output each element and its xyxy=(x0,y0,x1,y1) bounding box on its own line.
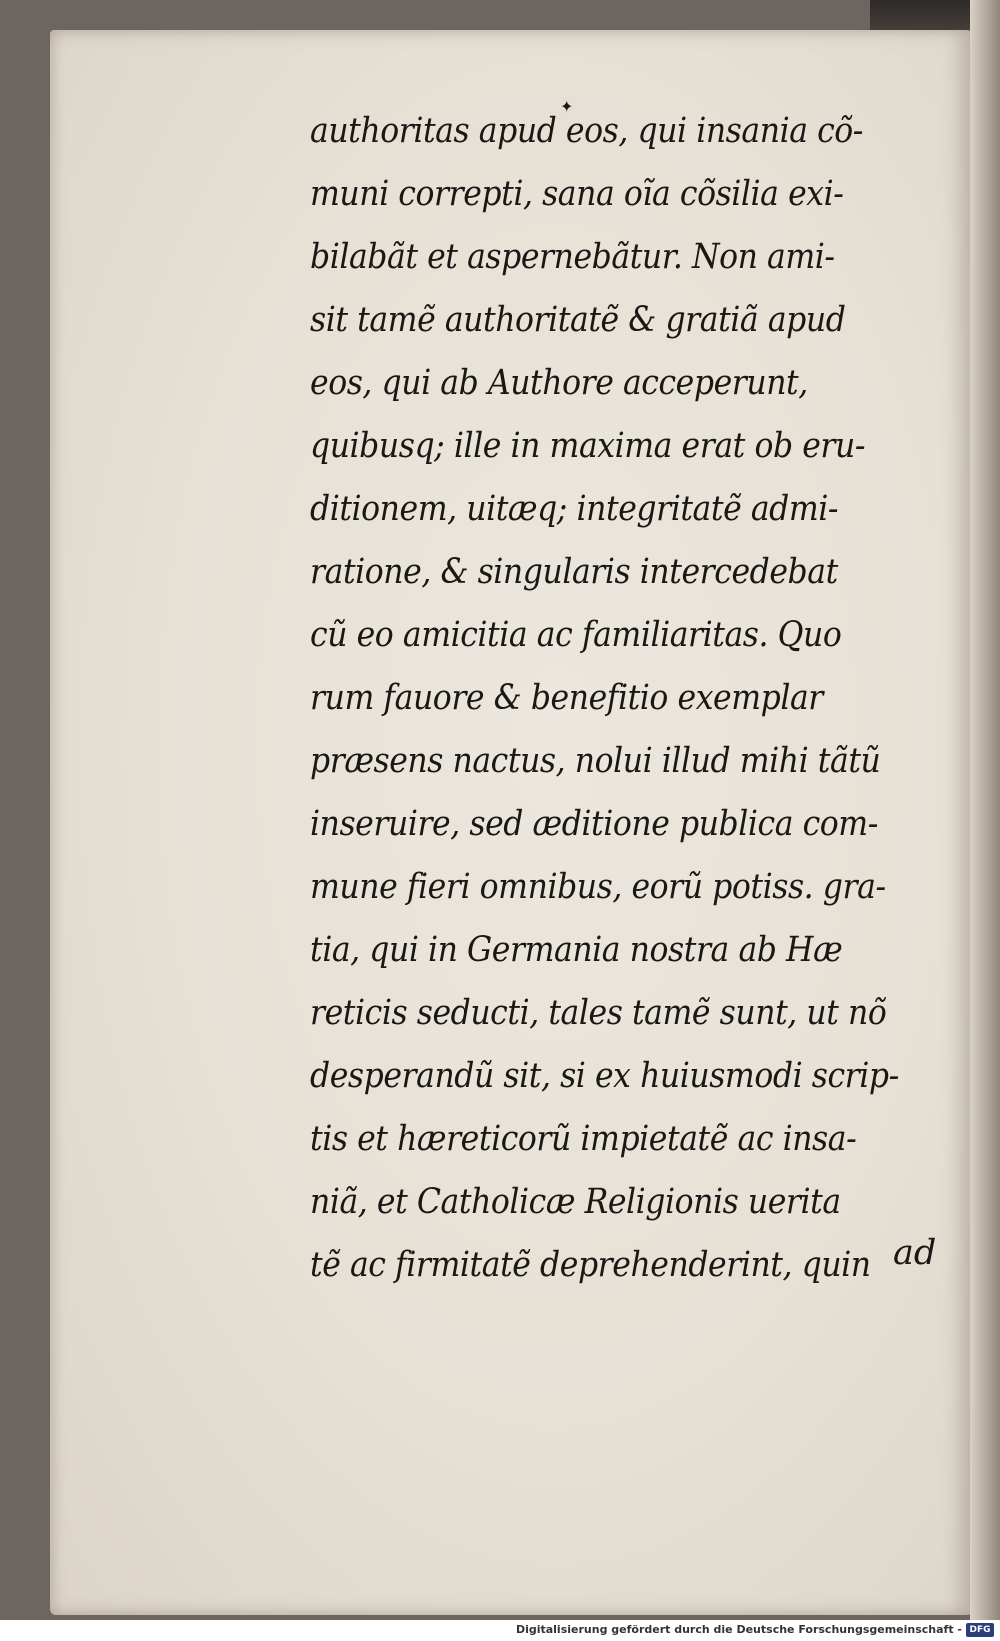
text-line: muni correpti, sana oĩa cõsilia exi- xyxy=(310,174,844,214)
footer-bar xyxy=(0,1620,1000,1641)
book-fore-edge xyxy=(970,0,1000,1620)
text-line: cũ eo amicitia ac familiaritas. Quo xyxy=(310,615,842,655)
text-line: tis et hæreticorũ impietatẽ ac insa- xyxy=(310,1119,857,1159)
dfg-logo-icon: DFG xyxy=(966,1623,994,1637)
text-line: desperandũ sit, si ex huiusmodi scrip- xyxy=(310,1056,899,1096)
text-line: mune fieri omnibus, eorũ potiss. gra- xyxy=(310,867,886,907)
text-line: niã, et Catholicæ Religionis uerita xyxy=(310,1182,841,1222)
text-line: eos, qui ab Authore acceperunt, xyxy=(310,363,808,403)
text-line: tia, qui in Germania nostra ab Hæ xyxy=(310,930,843,970)
text-line: reticis seducti, tales tamẽ sunt, ut nõ xyxy=(310,993,887,1033)
text-line: rum fauore & benefitio exemplar xyxy=(310,678,823,718)
text-line: præsens nactus, nolui illud mihi tãtũ xyxy=(310,741,881,781)
text-line: ditionem, uitæq; integritatẽ admi- xyxy=(310,489,839,529)
catchword: ad xyxy=(893,1233,937,1273)
funding-credit: Digitalisierung gefördert durch die Deutsche Forschungsgemeinschaft - xyxy=(515,1623,962,1636)
text-line: bilabãt et aspernebãtur. Non ami- xyxy=(310,237,835,277)
text-line: inseruire, sed æditione publica com- xyxy=(310,804,878,844)
text-line: ratione, & singularis intercedebat xyxy=(310,552,838,592)
text-line: quibusq; ille in maxima erat ob eru- xyxy=(310,426,866,466)
page-text xyxy=(310,97,930,1297)
text-line: authoritas apud eos, qui insania cõ- xyxy=(310,111,863,151)
text-line: sit tamẽ authoritatẽ & gratiã apud xyxy=(310,300,846,340)
text-line: tẽ ac firmitatẽ deprehenderint, quin xyxy=(310,1245,871,1285)
printer-mark: ✦ xyxy=(560,97,574,116)
